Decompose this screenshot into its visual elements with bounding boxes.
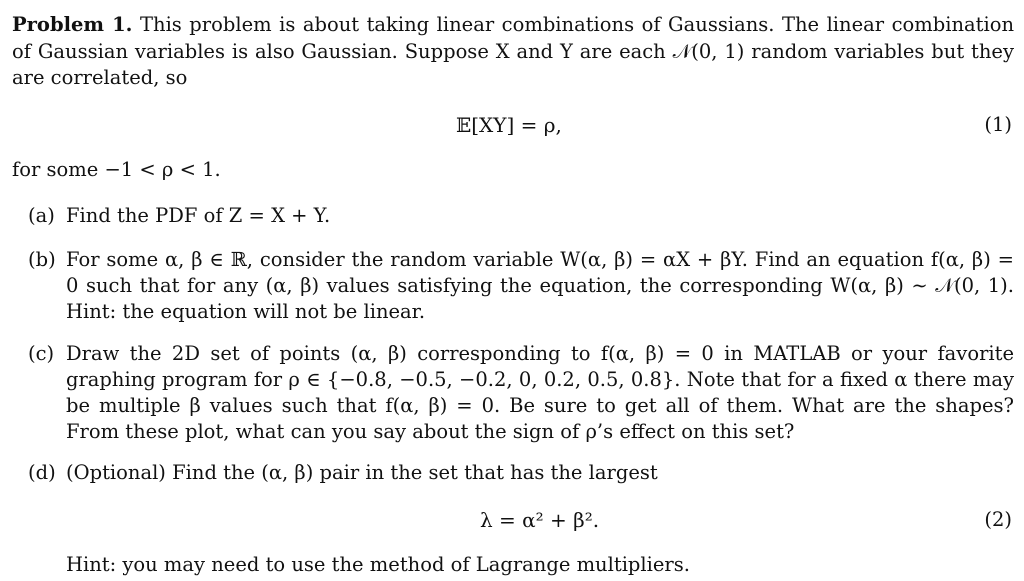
part-d-label: (d) bbox=[28, 461, 56, 484]
equation-1: 𝔼[XY] = ρ, bbox=[456, 113, 562, 137]
equation-2: λ = α² + β². bbox=[480, 508, 600, 532]
equation-2-number: (2) bbox=[984, 508, 1012, 531]
part-c-text: Draw the 2D set of points (α, β) corresponding to f(α, β) = 0 in MATLAB or your favorite graphing program for ρ ∈ {−0.8, −0.5, −0.2, 0, 0.2, 0.5, 0.8}. Note that for a fixed α there may be multiple β values such that f(α, β) = 0. Be sure to get all of them. What are the shapes? From these plot, what can you say about the sign of ρ’s effect on this set? bbox=[66, 342, 1014, 443]
problem-heading: Problem 1. bbox=[12, 13, 133, 36]
part-a-text: Find the PDF of Z = X + Y. bbox=[66, 204, 331, 227]
part-b-text: For some α, β ∈ ℝ, consider the random variable W(α, β) = αX + βY. Find an equation f(α, β) = 0 such that for any (α, β) values satisfying the equation, the corresponding W(α, β) ∼ 𝒩(0, 1). Hint: the equation will not be linear. bbox=[66, 248, 1014, 323]
problem-intro bbox=[12, 12, 1014, 92]
equation-1-number: (1) bbox=[984, 113, 1012, 136]
part-b-label: (b) bbox=[28, 248, 56, 271]
problem-intro-text: This problem is about taking linear combinations of Gaussians. The linear combination of Gaussian variables is also Gaussian. Suppose X and Y are each 𝒩(0, 1) random variables but they are correlated, so bbox=[12, 13, 1015, 89]
final-hint: Hint: you may need to use the method of Lagrange multipliers. bbox=[66, 553, 690, 576]
part-d-text: (Optional) Find the (α, β) pair in the set that has the largest bbox=[66, 461, 658, 484]
rho-condition: for some −1 < ρ < 1. bbox=[12, 158, 221, 181]
part-c-label: (c) bbox=[28, 342, 55, 365]
part-a-label: (a) bbox=[28, 204, 55, 227]
